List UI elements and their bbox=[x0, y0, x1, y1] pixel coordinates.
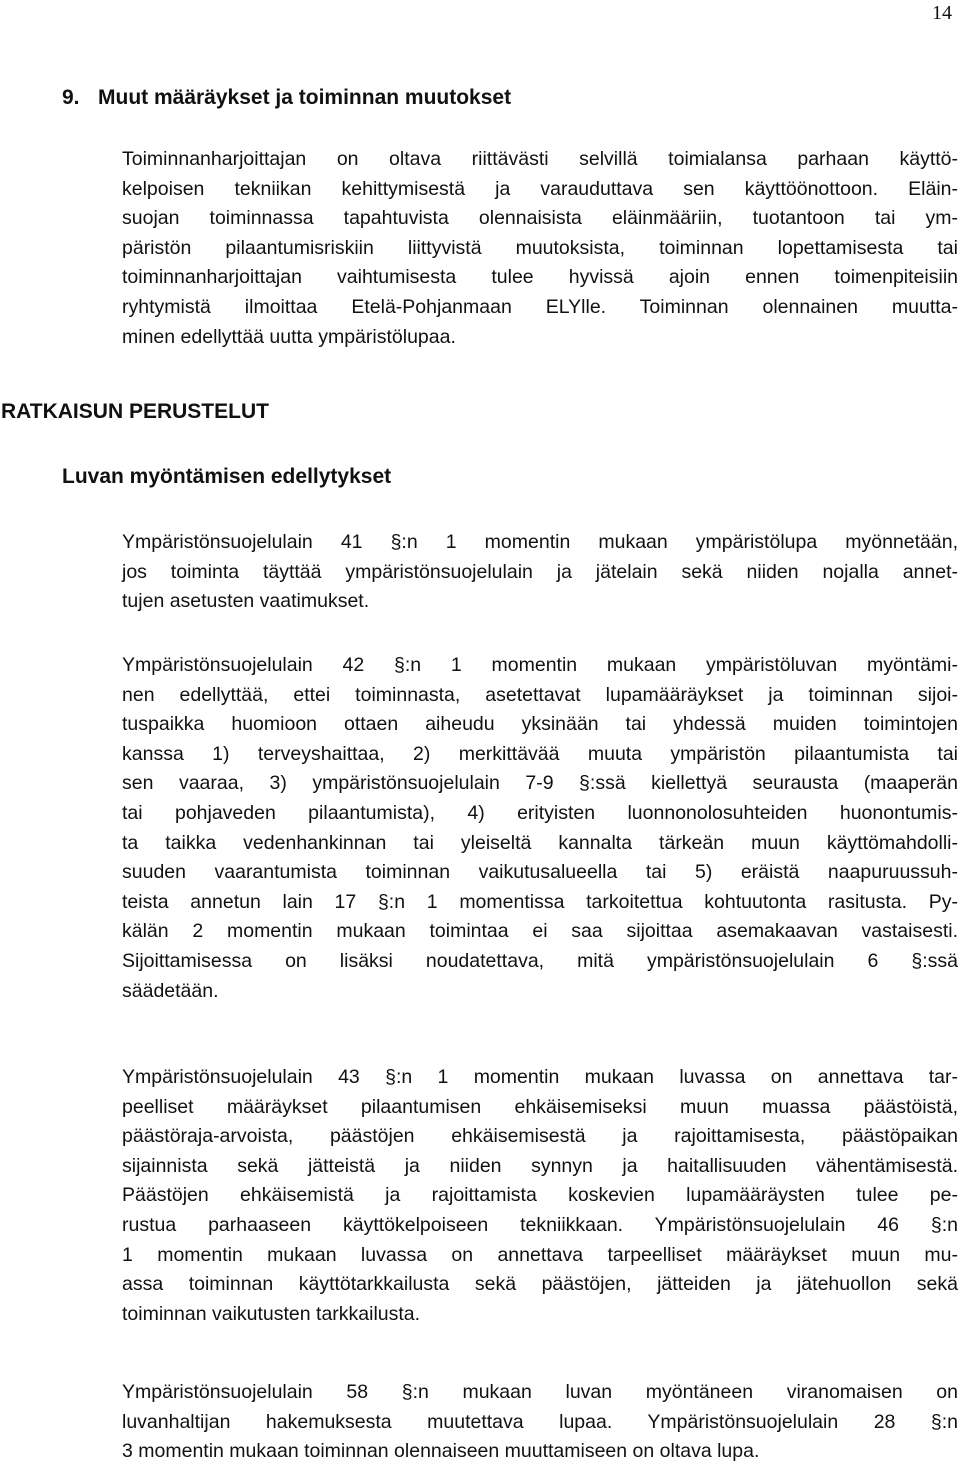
paragraph-line: kälän 2 momentin mukaan toimintaa ei saa sijoittaa asemakaavan vastaisesti. bbox=[122, 920, 958, 943]
paragraph-line: sijainnista sekä jätteistä ja niiden synnyn ja haitallisuuden vähentämisestä. bbox=[122, 1154, 958, 1177]
paragraph-line: toiminnanharjoittajan vaihtumisesta tulee hyvissä ajoin ennen toimenpiteisiin bbox=[122, 266, 958, 289]
paragraph-42 bbox=[122, 651, 958, 1006]
paragraph-line: suojan toiminnassa tapahtuvista olennaisista eläinmääriin, tuotantoon tai ym- bbox=[122, 207, 958, 230]
paragraph-line: jos toiminta täyttää ympäristönsuojelulain ja jätelain sekä niiden nojalla annet- bbox=[122, 560, 958, 583]
paragraph-line: kanssa 1) terveyshaittaa, 2) merkittävää muuta ympäristön pilaantumista tai bbox=[122, 742, 958, 765]
paragraph-line: tuspaikka huomioon ottaen aiheudu yksinään tai yhdessä muiden toimintojen bbox=[122, 713, 958, 736]
paragraph-line: sen vaaraa, 3) ympäristönsuojelulain 7-9 §:ssä kiellettyä seurausta (maaperän bbox=[122, 772, 958, 795]
paragraph-line: rustua parhaaseen käyttökelpoiseen tekniikkaan. Ympäristönsuojelulain 46 §:n bbox=[122, 1213, 958, 1236]
paragraph-line: peelliset määräykset pilaantumisen ehkäisemiseksi muun muassa päästöistä, bbox=[122, 1095, 958, 1118]
section-9-title: Muut määräykset ja toiminnan muutokset bbox=[98, 86, 512, 109]
paragraph-line: Sijoittamisessa on lisäksi noudatettava, mitä ympäristönsuojelulain 6 §:ssä bbox=[122, 949, 958, 972]
section-9-paragraph bbox=[122, 145, 958, 352]
paragraph-line: Ympäristönsuojelulain 58 §:n mukaan luvan myöntäneen viranomaisen on bbox=[122, 1381, 958, 1403]
paragraph-43 bbox=[122, 1063, 958, 1329]
paragraph-line: säädetään. bbox=[122, 979, 219, 1002]
paragraph-line: ryhtymistä ilmoittaa Etelä-Pohjanmaan ELYlle. Toiminnan olennainen muutta- bbox=[122, 295, 958, 318]
paragraph-line: teista annetun lain 17 §:n 1 momentissa tarkoitettua kohtuutonta rasitusta. Py- bbox=[122, 890, 958, 913]
paragraph-line: toiminnan vaikutusten tarkkailusta. bbox=[122, 1302, 421, 1325]
paragraph-line: tujen asetusten vaatimukset. bbox=[122, 590, 370, 613]
paragraph-58 bbox=[122, 1378, 958, 1467]
section-9-heading bbox=[62, 84, 511, 112]
paragraph-line: ta taikka vedenhankinnan tai yleiseltä kannalta tärkeän muun käyttömahdolli- bbox=[122, 831, 958, 854]
paragraph-line: luvanhaltijan hakemuksesta muutettava lupaa. Ympäristönsuojelulain 28 §:n bbox=[122, 1410, 958, 1433]
paragraph-line: nen edellyttää, ettei toiminnasta, asetettavat lupamääräykset ja toiminnan sijoi- bbox=[122, 683, 958, 706]
paragraph-line: Toiminnanharjoittajan on oltava riittävästi selvillä toimialansa parhaan käyttö- bbox=[122, 148, 958, 170]
luvan-edellytykset-subheading: Luvan myöntämisen edellytykset bbox=[62, 465, 392, 488]
ratkaisun-perustelut-heading: RATKAISUN PERUSTELUT bbox=[1, 400, 269, 423]
paragraph-line: Päästöjen ehkäisemistä ja rajoittamista koskevien lupamääräysten tulee pe- bbox=[122, 1184, 958, 1207]
paragraph-line: 1 momentin mukaan luvassa on annettava tarpeelliset määräykset muun mu- bbox=[122, 1243, 958, 1266]
section-9-number: 9. bbox=[62, 86, 80, 109]
paragraph-line: päästöraja-arvoista, päästöjen ehkäisemisestä ja rajoittamisesta, päästöpaikan bbox=[122, 1125, 958, 1148]
paragraph-line: assa toiminnan käyttötarkkailusta sekä päästöjen, jätteiden ja jätehuollon sekä bbox=[122, 1273, 958, 1296]
paragraph-line: Ympäristönsuojelulain 42 §:n 1 momentin mukaan ympäristöluvan myöntämi- bbox=[122, 654, 958, 676]
paragraph-line: Ympäristönsuojelulain 43 §:n 1 momentin mukaan luvassa on annettava tar- bbox=[122, 1066, 958, 1088]
paragraph-line: Ympäristönsuojelulain 41 §:n 1 momentin mukaan ympäristölupa myönnetään, bbox=[122, 531, 958, 553]
paragraph-line: päristön pilaantumisriskiin liittyvistä muutoksista, toiminnan lopettamisesta tai bbox=[122, 236, 958, 259]
paragraph-41 bbox=[122, 528, 958, 617]
paragraph-line: tai pohjaveden pilaantumista), 4) erityisten luonnonolosuhteiden huonontumis- bbox=[122, 801, 958, 824]
paragraph-line: minen edellyttää uutta ympäristölupaa. bbox=[122, 325, 456, 348]
paragraph-line: suuden vaarantumista toiminnan vaikutusalueella tai 5) eräistä naapuruussuh- bbox=[122, 861, 958, 884]
page-number: 14 bbox=[932, 2, 952, 24]
paragraph-line: kelpoisen tekniikan kehittymisestä ja varauduttava sen käyttöönottoon. Eläin- bbox=[122, 177, 958, 200]
paragraph-line: 3 momentin mukaan toiminnan olennaiseen muuttamiseen on oltava lupa. bbox=[122, 1440, 760, 1463]
